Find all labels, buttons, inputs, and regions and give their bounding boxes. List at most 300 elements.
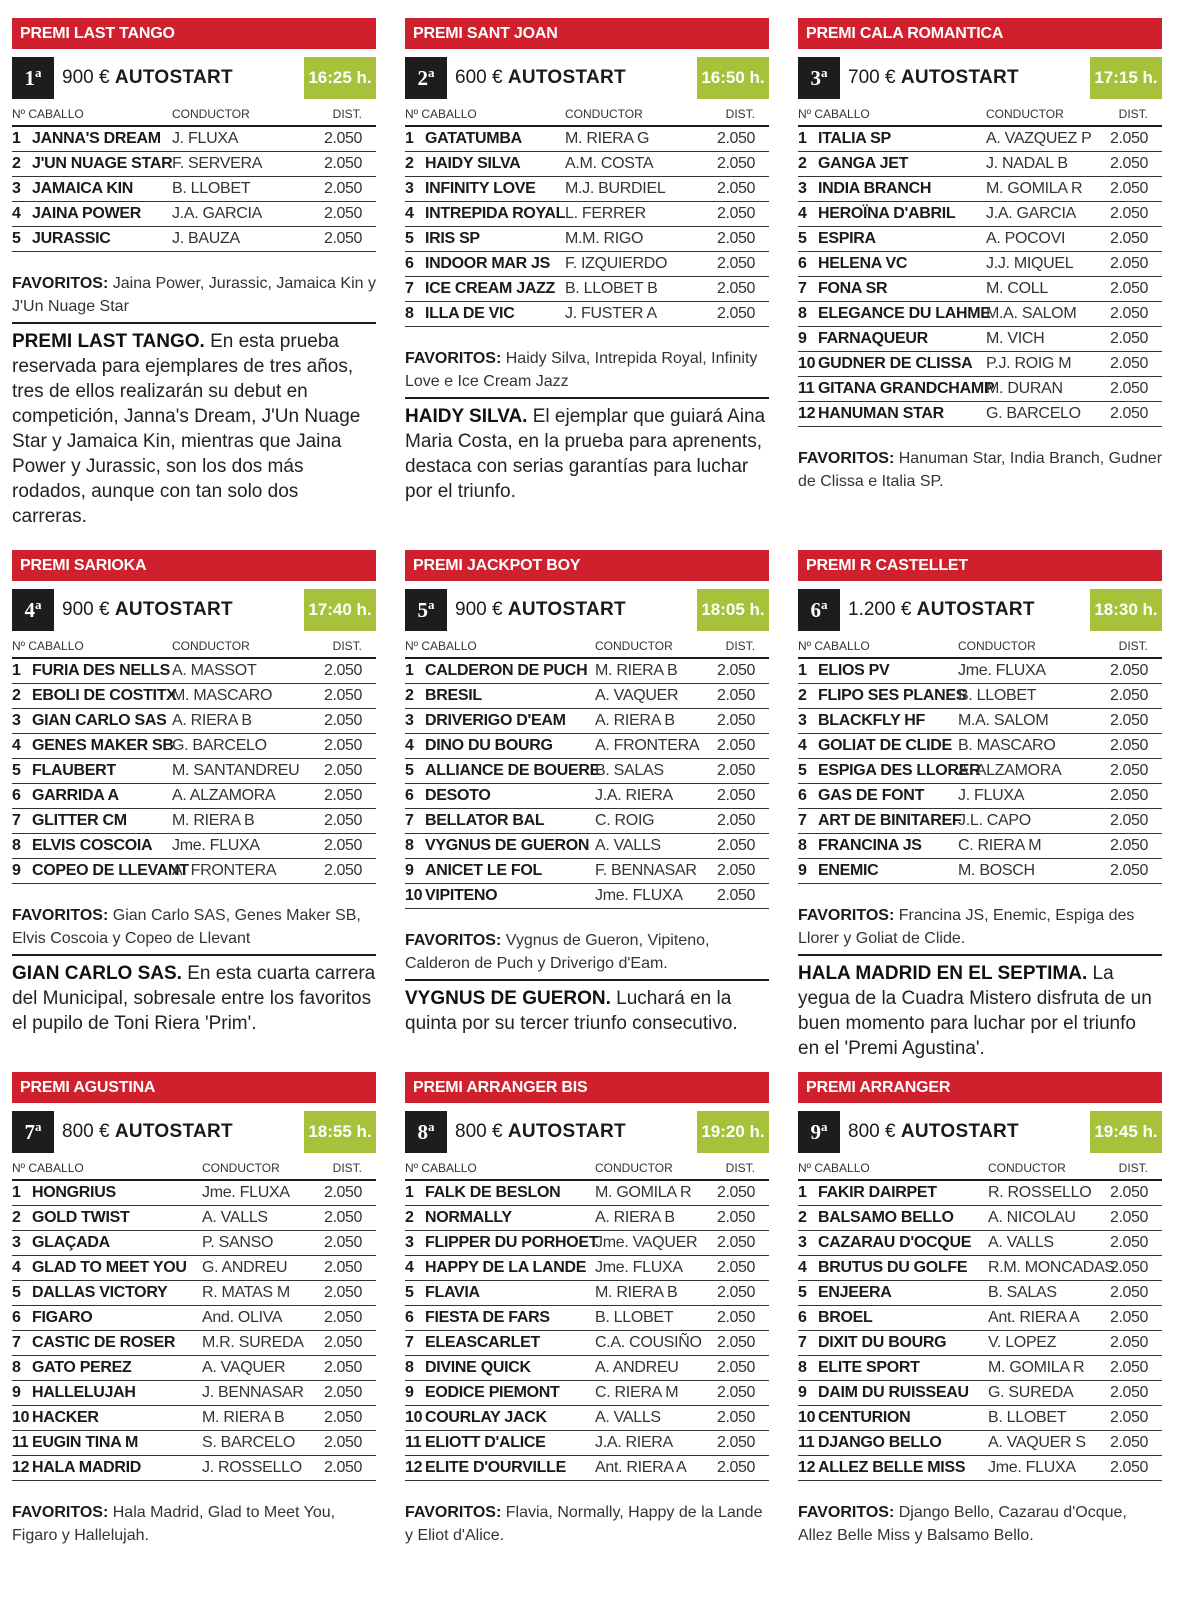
horse-number: 9 [798, 862, 807, 879]
race-start-type: AUTOSTART [507, 1121, 626, 1142]
col-dist: DIST. [332, 639, 362, 653]
distance: 2.050 [323, 1384, 362, 1401]
race-info [405, 1111, 769, 1153]
horse-name: 3 FLIPPER DU PORHOET [405, 1231, 598, 1255]
distance: 2.050 [716, 1209, 755, 1226]
driver-name: M. GOMILA R [986, 180, 1083, 197]
race-prize: 900 € AUTOSTART [62, 599, 233, 620]
horse-number: 2 [405, 1209, 414, 1226]
favorites: FAVORITOS: Hanuman Star, India Branch, Gudner de Clissa e Italia SP. [798, 450, 1163, 490]
horse-row [12, 1306, 376, 1331]
horse-number: 3 [12, 1234, 21, 1251]
horse-name: 5 ESPIRA [798, 227, 876, 251]
horse-name: 3 GLAÇADA [12, 1231, 110, 1255]
distance: 2.050 [1109, 1234, 1148, 1251]
race-prize: 1.200 € AUTOSTART [848, 599, 1035, 620]
race-number: 6$^a$ [798, 589, 840, 631]
horse-name: 7 DIXIT DU BOURG [798, 1331, 946, 1355]
race-start-type: AUTOSTART [900, 67, 1019, 88]
horse-name: 5 ALLIANCE DE BOUERE [405, 759, 600, 783]
horse-number: 2 [12, 687, 21, 704]
horse-number: 11 [405, 1434, 422, 1451]
distance: 2.050 [323, 230, 362, 247]
horse-row [798, 859, 1162, 884]
horse-number: 1 [405, 662, 414, 679]
horse-number: 5 [798, 230, 807, 247]
driver-name: A. ALZAMORA [958, 762, 1062, 779]
distance: 2.050 [1109, 1184, 1148, 1201]
distance: 2.050 [323, 130, 362, 147]
horse-name: 2 EBOLI DE COSTITX [12, 684, 177, 708]
col-driver: CONDUCTOR [595, 1161, 673, 1175]
horse-name: 3 INFINITY LOVE [405, 177, 535, 201]
driver-name: M. RIERA B [202, 1409, 285, 1426]
horse-name: 9 ENEMIC [798, 859, 878, 883]
horse-number: 4 [798, 205, 807, 222]
favorites-label: FAVORITOS: [12, 907, 113, 924]
distance: 2.050 [716, 712, 755, 729]
race-number: 7$^a$ [12, 1111, 54, 1153]
column-headers [12, 1158, 376, 1181]
race-time: 17:15 h. [1090, 57, 1162, 99]
race-block [798, 18, 1162, 493]
horse-row [798, 127, 1162, 152]
distance: 2.050 [1109, 712, 1148, 729]
horse-row [405, 1431, 769, 1456]
distance: 2.050 [1109, 255, 1148, 272]
horse-number: 9 [12, 1384, 21, 1401]
horse-number: 7 [12, 1334, 21, 1351]
horse-name: 5 JURASSIC [12, 227, 111, 251]
horse-row [798, 1431, 1162, 1456]
col-driver: CONDUCTOR [595, 639, 673, 653]
comment-title: VYGNUS DE GUERON. [405, 988, 617, 1009]
driver-name: Jme. VAQUER [595, 1234, 698, 1251]
horse-row [12, 1381, 376, 1406]
horse-row [405, 809, 769, 834]
distance: 2.050 [1109, 280, 1148, 297]
horse-name: 9 ANICET LE FOL [405, 859, 542, 883]
comment-title: PREMI LAST TANGO. [12, 331, 211, 352]
horse-row [798, 734, 1162, 759]
distance: 2.050 [1109, 205, 1148, 222]
horse-row [798, 1331, 1162, 1356]
race-time: 16:25 h. [304, 57, 376, 99]
race-time: 17:40 h. [304, 589, 376, 631]
horse-name: 4 INTREPIDA ROYAL [405, 202, 565, 226]
race-title: PREMI SANT JOAN [405, 18, 769, 49]
horse-row [798, 402, 1162, 427]
horse-number: 5 [12, 762, 21, 779]
horse-number: 10 [405, 887, 423, 904]
col-driver: CONDUCTOR [172, 107, 250, 121]
race-info [798, 1111, 1162, 1153]
horse-name: 2 BALSAMO BELLO [798, 1206, 954, 1230]
distance: 2.050 [323, 205, 362, 222]
favorites: FAVORITOS: Django Bello, Cazarau d'Ocque, Allez Belle Miss y Balsamo Bello. [798, 1504, 1127, 1544]
horse-number: 6 [12, 787, 21, 804]
horse-name: 12 HANUMAN STAR [798, 402, 944, 426]
driver-name: A. VAZQUEZ P [986, 130, 1092, 147]
horse-row [798, 327, 1162, 352]
horse-name: 10 CENTURION [798, 1406, 910, 1430]
horse-row [12, 759, 376, 784]
distance: 2.050 [716, 1334, 755, 1351]
horse-row [12, 1406, 376, 1431]
horse-number: 4 [405, 737, 414, 754]
horse-number: 5 [798, 1284, 807, 1301]
distance: 2.050 [323, 812, 362, 829]
horse-row [405, 759, 769, 784]
distance: 2.050 [323, 155, 362, 172]
col-no-horse: Nº CABALLO [798, 1161, 870, 1175]
race-start-type: AUTOSTART [507, 599, 626, 620]
horse-name: 4 HAPPY DE LA LANDE [405, 1256, 586, 1280]
col-driver: CONDUCTOR [986, 107, 1064, 121]
horse-row [405, 277, 769, 302]
distance: 2.050 [1109, 1384, 1148, 1401]
distance: 2.050 [323, 1284, 362, 1301]
race-number: 4$^a$ [12, 589, 54, 631]
driver-name: Jme. FLUXA [958, 662, 1046, 679]
horse-name: 6 DESOTO [405, 784, 490, 808]
race-title: PREMI JACKPOT BOY [405, 550, 769, 581]
horse-name: 5 ENJEERA [798, 1281, 891, 1305]
race-block [798, 1072, 1162, 1547]
driver-name: And. OLIVA [202, 1309, 283, 1326]
horse-name: 4 GENES MAKER SB [12, 734, 174, 758]
distance: 2.050 [323, 1184, 362, 1201]
driver-name: G. SUREDA [988, 1384, 1074, 1401]
comment-title: HAIDY SILVA. [405, 406, 533, 427]
race-prize: 800 € AUTOSTART [848, 1121, 1019, 1142]
horse-number: 3 [798, 1234, 807, 1251]
race-number-ordinal: a [428, 65, 435, 80]
horse-number: 4 [405, 1259, 414, 1276]
distance: 2.050 [1109, 1359, 1148, 1376]
driver-name: M. COLL [986, 280, 1048, 297]
race-number: 9$^a$ [798, 1111, 840, 1153]
horse-row [798, 684, 1162, 709]
driver-name: A. RIERA B [595, 712, 675, 729]
driver-name: M. RIERA G [565, 130, 650, 147]
race-start-type: AUTOSTART [916, 599, 1035, 620]
race-info [798, 589, 1162, 631]
horse-name: 1 JANNA'S DREAM [12, 127, 161, 151]
horse-name: 4 GLAD TO MEET YOU [12, 1256, 187, 1280]
horse-number: 5 [798, 762, 807, 779]
horse-row [12, 809, 376, 834]
col-driver: CONDUCTOR [565, 107, 643, 121]
horse-number: 3 [405, 712, 414, 729]
driver-name: A. VAQUER [595, 687, 679, 704]
horse-number: 2 [405, 155, 414, 172]
horse-name: 3 GIAN CARLO SAS [12, 709, 166, 733]
driver-name: M.J. BURDIEL [565, 180, 666, 197]
horse-row [405, 1381, 769, 1406]
horse-name: 1 CALDERON DE PUCH [405, 659, 587, 683]
favorites: FAVORITOS: Jaina Power, Jurassic, Jamaica Kin y J'Un Nuage Star [12, 272, 376, 324]
horse-number: 6 [798, 255, 807, 272]
horse-number: 4 [12, 205, 21, 222]
horse-name: 8 VYGNUS DE GUERON [405, 834, 589, 858]
race-start-type: AUTOSTART [114, 599, 233, 620]
horse-row [12, 684, 376, 709]
driver-name: Jme. FLUXA [595, 1259, 683, 1276]
distance: 2.050 [1109, 1259, 1148, 1276]
horse-row [405, 227, 769, 252]
horse-row [12, 1281, 376, 1306]
horse-number: 7 [12, 812, 21, 829]
race-info [12, 57, 376, 99]
distance: 2.050 [716, 280, 755, 297]
horse-name: 8 ELITE SPORT [798, 1356, 920, 1380]
horse-row [12, 709, 376, 734]
horse-name: 5 FLAVIA [405, 1281, 480, 1305]
distance: 2.050 [1109, 1409, 1148, 1426]
horse-name: 2 HAIDY SILVA [405, 152, 520, 176]
horse-number: 11 [798, 1434, 815, 1451]
horse-row [798, 152, 1162, 177]
race-time: 19:45 h. [1090, 1111, 1162, 1153]
distance: 2.050 [1109, 1334, 1148, 1351]
col-driver: CONDUCTOR [172, 639, 250, 653]
horse-name: 9 EODICE PIEMONT [405, 1381, 559, 1405]
race-start-type: AUTOSTART [114, 1121, 233, 1142]
horse-number: 5 [405, 1284, 414, 1301]
horse-name: 4 JAINA POWER [12, 202, 141, 226]
horse-name: 2 NORMALLY [405, 1206, 512, 1230]
horse-number: 10 [798, 355, 816, 372]
driver-name: L. FERRER [565, 205, 646, 222]
col-dist: DIST. [725, 107, 755, 121]
distance: 2.050 [1109, 1434, 1148, 1451]
driver-name: M. GOMILA R [988, 1359, 1085, 1376]
driver-name: R. ROSSELLO [988, 1184, 1092, 1201]
distance: 2.050 [716, 887, 755, 904]
driver-name: J.A. RIERA [595, 1434, 673, 1451]
horse-row [405, 202, 769, 227]
race-start-type: AUTOSTART [114, 67, 233, 88]
race-number-ordinal: a [35, 1119, 42, 1134]
horse-number: 1 [12, 130, 21, 147]
driver-name: J.A. GARCIA [986, 205, 1077, 222]
horse-number: 8 [798, 305, 807, 322]
race-number: 5$^a$ [405, 589, 447, 631]
horse-row [798, 1356, 1162, 1381]
race-block [405, 1072, 769, 1547]
driver-name: M. GOMILA R [595, 1184, 692, 1201]
horse-row [405, 859, 769, 884]
horse-number: 2 [798, 155, 807, 172]
horse-number: 6 [405, 787, 414, 804]
race-comment: HALA MADRID EN EL SEPTIMA. La yegua de la Cuadra Mistero disfruta de un buen momento para luchar por el triunfo en el 'Premi Agustina'. [798, 963, 1152, 1059]
driver-name: J.J. MIQUEL [986, 255, 1074, 272]
driver-name: M. RIERA B [595, 1284, 678, 1301]
horse-row [798, 1456, 1162, 1481]
horse-number: 5 [405, 762, 414, 779]
distance: 2.050 [716, 155, 755, 172]
horse-row [405, 177, 769, 202]
race-title: PREMI LAST TANGO [12, 18, 376, 49]
horse-row [405, 884, 769, 909]
horse-name: 2 J'UN NUAGE STAR [12, 152, 172, 176]
driver-name: M.M. RIGO [565, 230, 644, 247]
driver-name: A. VALLS [595, 1409, 661, 1426]
horse-name: 4 GOLIAT DE CLIDE [798, 734, 952, 758]
col-no-horse: Nº CABALLO [12, 107, 84, 121]
horse-row [798, 377, 1162, 402]
race-info [405, 57, 769, 99]
horse-number: 8 [405, 837, 414, 854]
favorites-label: FAVORITOS: [405, 350, 506, 367]
driver-name: R.M. MONCADAS [988, 1259, 1115, 1276]
horse-row [12, 1331, 376, 1356]
driver-name: J. BENNASAR [202, 1384, 304, 1401]
horse-number: 5 [405, 230, 414, 247]
race-start-type: AUTOSTART [507, 67, 626, 88]
distance: 2.050 [1109, 155, 1148, 172]
horse-number: 12 [405, 1459, 423, 1476]
col-no-horse: Nº CABALLO [405, 1161, 477, 1175]
col-dist: DIST. [332, 107, 362, 121]
race-number-ordinal: a [35, 65, 42, 80]
race-number-ordinal: a [821, 597, 828, 612]
horse-name: 7 GLITTER CM [12, 809, 127, 833]
horse-number: 3 [798, 180, 807, 197]
distance: 2.050 [716, 205, 755, 222]
horse-number: 5 [12, 1284, 21, 1301]
horse-name: 3 DRIVERIGO D'EAM [405, 709, 566, 733]
race-info [12, 1111, 376, 1153]
horse-name: 3 INDIA BRANCH [798, 177, 931, 201]
horse-number: 9 [798, 330, 807, 347]
horse-number: 8 [798, 837, 807, 854]
driver-name: M. VICH [986, 330, 1045, 347]
distance: 2.050 [1109, 1459, 1148, 1476]
horse-name: 4 DINO DU BOURG [405, 734, 553, 758]
driver-name: J. ROSSELLO [202, 1459, 302, 1476]
horse-name: 6 BROEL [798, 1306, 873, 1330]
driver-name: B. LLOBET [988, 1409, 1067, 1426]
race-comment: GIAN CARLO SAS. En esta cuarta carrera del Municipal, sobresale entre los favoritos el pupilo de Toni Riera 'Prim'. [12, 963, 376, 1034]
horse-name: 8 ELVIS COSCOIA [12, 834, 152, 858]
horse-row [405, 1281, 769, 1306]
race-title: PREMI ARRANGER BIS [405, 1072, 769, 1103]
horse-number: 4 [12, 737, 21, 754]
horse-number: 5 [12, 230, 21, 247]
race-time: 19:20 h. [697, 1111, 769, 1153]
column-headers [405, 1158, 769, 1181]
horse-row [12, 734, 376, 759]
driver-name: C. ROIG [595, 812, 655, 829]
distance: 2.050 [1109, 180, 1148, 197]
distance: 2.050 [1109, 355, 1148, 372]
race-title: PREMI R CASTELLET [798, 550, 1162, 581]
horse-row [405, 734, 769, 759]
race-block [12, 550, 376, 1036]
horse-number: 3 [405, 180, 414, 197]
horse-name: 11 EUGIN TINA M [12, 1431, 138, 1455]
race-prize: 700 € AUTOSTART [848, 67, 1019, 88]
horse-row [12, 784, 376, 809]
horse-row [798, 1206, 1162, 1231]
col-dist: DIST. [725, 1161, 755, 1175]
horse-number: 4 [405, 205, 414, 222]
distance: 2.050 [323, 737, 362, 754]
col-no-horse: Nº CABALLO [798, 107, 870, 121]
horse-number: 7 [405, 812, 414, 829]
race-time: 18:55 h. [304, 1111, 376, 1153]
column-headers [12, 636, 376, 659]
horse-number: 1 [12, 1184, 21, 1201]
driver-name: M. RIERA B [172, 812, 255, 829]
driver-name: A. NICOLAU [988, 1209, 1076, 1226]
driver-name: G. BARCELO [172, 737, 267, 754]
distance: 2.050 [716, 812, 755, 829]
horse-number: 3 [405, 1234, 414, 1251]
distance: 2.050 [716, 255, 755, 272]
driver-name: A. RIERA B [595, 1209, 675, 1226]
horse-row [798, 1306, 1162, 1331]
horse-row [12, 177, 376, 202]
horse-row [405, 659, 769, 684]
race-number: 1$^a$ [12, 57, 54, 99]
distance: 2.050 [716, 687, 755, 704]
horse-number: 4 [798, 1259, 807, 1276]
driver-name: F. BENNASAR [595, 862, 697, 879]
horse-number: 7 [798, 280, 807, 297]
race-number-ordinal: a [35, 597, 42, 612]
race-block [798, 550, 1162, 1061]
horse-name: 7 ICE CREAM JAZZ [405, 277, 555, 301]
horse-number: 9 [12, 862, 21, 879]
col-no-horse: Nº CABALLO [12, 1161, 84, 1175]
distance: 2.050 [716, 1409, 755, 1426]
horse-row [12, 1456, 376, 1481]
horse-number: 12 [12, 1459, 30, 1476]
driver-name: A. FRONTERA [172, 862, 277, 879]
distance: 2.050 [716, 787, 755, 804]
horse-row [12, 1431, 376, 1456]
favorites: FAVORITOS: Flavia, Normally, Happy de la Lande y Eliot d'Alice. [405, 1504, 763, 1544]
favorites-label: FAVORITOS: [798, 450, 899, 467]
driver-name: A. FRONTERA [595, 737, 700, 754]
horse-name: 6 HELENA VC [798, 252, 907, 276]
col-no-horse: Nº CABALLO [405, 639, 477, 653]
distance: 2.050 [1109, 837, 1148, 854]
horse-row [798, 659, 1162, 684]
driver-name: Jme. FLUXA [202, 1184, 290, 1201]
col-driver: CONDUCTOR [988, 1161, 1066, 1175]
horse-number: 12 [798, 1459, 816, 1476]
driver-name: B. LLOBET [595, 1309, 674, 1326]
distance: 2.050 [323, 1359, 362, 1376]
distance: 2.050 [716, 662, 755, 679]
horse-name: 6 FIGARO [12, 1306, 92, 1330]
horse-row [12, 1256, 376, 1281]
horse-name: 11 GITANA GRANDCHAMP [798, 377, 994, 401]
horse-row [405, 127, 769, 152]
race-number-ordinal: a [821, 1119, 828, 1134]
horse-number: 9 [798, 1384, 807, 1401]
driver-name: F. IZQUIERDO [565, 255, 668, 272]
horse-row [12, 1356, 376, 1381]
driver-name: B. SALAS [595, 762, 664, 779]
driver-name: J.L. CAPO [958, 812, 1031, 829]
horse-row [405, 1256, 769, 1281]
distance: 2.050 [716, 1309, 755, 1326]
